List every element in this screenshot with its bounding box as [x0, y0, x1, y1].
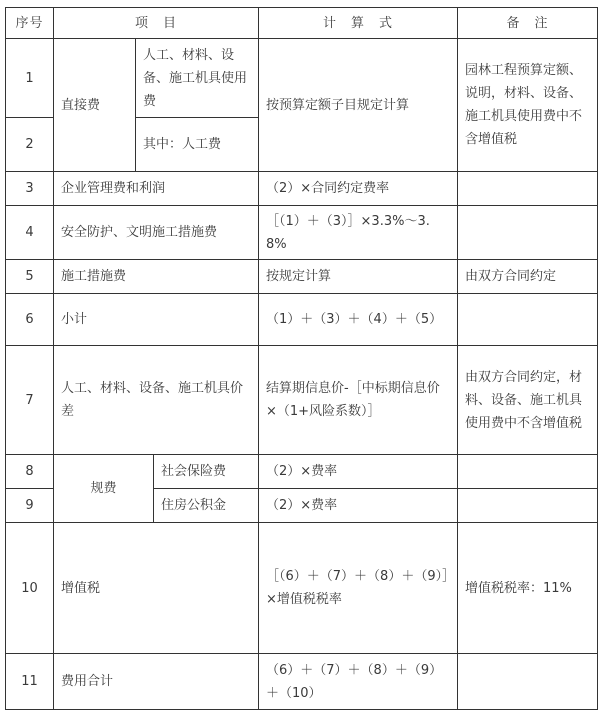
row-seq: 5: [6, 260, 54, 294]
header-item: 项 目: [54, 8, 259, 39]
item-cell: 增值税: [54, 523, 259, 654]
header-remark: 备 注: [458, 8, 598, 39]
formula-cell: ［（1）＋（3）］×3.3%～3.8%: [259, 206, 458, 260]
sub-item: 其中：人工费: [136, 118, 259, 172]
remark-cell: [458, 294, 598, 346]
row-seq: 4: [6, 206, 54, 260]
formula-cell: 按规定计算: [259, 260, 458, 294]
table-row: [6, 654, 598, 710]
row-seq: 3: [6, 172, 54, 206]
sub-item: 人工、材料、设备、施工机具使用费: [136, 39, 259, 118]
row-seq: 11: [6, 654, 54, 710]
remark-cell: 增值税税率：11%: [458, 523, 598, 654]
group-fees: 规费: [54, 455, 154, 523]
formula-cell: 按预算定额子目规定计算: [259, 39, 458, 172]
table-row: [6, 206, 598, 260]
item-cell: 企业管理费和利润: [54, 172, 259, 206]
sub-item: 住房公积金: [154, 489, 259, 523]
row-seq: 7: [6, 346, 54, 455]
remark-cell: [458, 654, 598, 710]
row-seq: 8: [6, 455, 54, 489]
formula-cell: （2）×合同约定费率: [259, 172, 458, 206]
table-row: [6, 39, 598, 118]
cropped-caption-strip: [0, 0, 601, 6]
row-seq: 10: [6, 523, 54, 654]
table-row: [6, 346, 598, 455]
formula-cell: （6）＋（7）＋（8）＋（9）＋（10）: [259, 654, 458, 710]
item-cell: 安全防护、文明施工措施费: [54, 206, 259, 260]
remark-cell: 由双方合同约定: [458, 260, 598, 294]
group-direct-cost: 直接费: [54, 39, 136, 172]
item-cell: 小计: [54, 294, 259, 346]
remark-cell: [458, 206, 598, 260]
sub-item: 社会保险费: [154, 455, 259, 489]
remark-cell: [458, 172, 598, 206]
table-row: [6, 260, 598, 294]
item-cell: 人工、材料、设备、施工机具价差: [54, 346, 259, 455]
item-cell: 施工措施费: [54, 260, 259, 294]
remark-cell: 由双方合同约定，材料、设备、施工机具使用费中不含增值税: [458, 346, 598, 455]
item-cell: 费用合计: [54, 654, 259, 710]
row-seq: 1: [6, 39, 54, 118]
remark-cell: 园林工程预算定额、说明，材料、设备、施工机具使用费中不含增值税: [458, 39, 598, 172]
remark-cell: [458, 489, 598, 523]
table-header-row: [6, 8, 598, 39]
row-seq: 2: [6, 118, 54, 172]
row-seq: 9: [6, 489, 54, 523]
header-seq: 序号: [6, 8, 54, 39]
formula-cell: （1）＋（3）＋（4）＋（5）: [259, 294, 458, 346]
formula-cell: 结算期信息价-［中标期信息价×（1+风险系数）］: [259, 346, 458, 455]
formula-cell: ［（6）＋（7）＋（8）＋（9）］×增值税税率: [259, 523, 458, 654]
formula-cell: （2）×费率: [259, 489, 458, 523]
table-row: [6, 294, 598, 346]
remark-cell: [458, 455, 598, 489]
table-row: [6, 455, 598, 489]
formula-cell: （2）×费率: [259, 455, 458, 489]
fee-calculation-table: [5, 7, 598, 710]
table-row: [6, 172, 598, 206]
row-seq: 6: [6, 294, 54, 346]
header-formula: 计 算 式: [259, 8, 458, 39]
table-row: [6, 523, 598, 654]
